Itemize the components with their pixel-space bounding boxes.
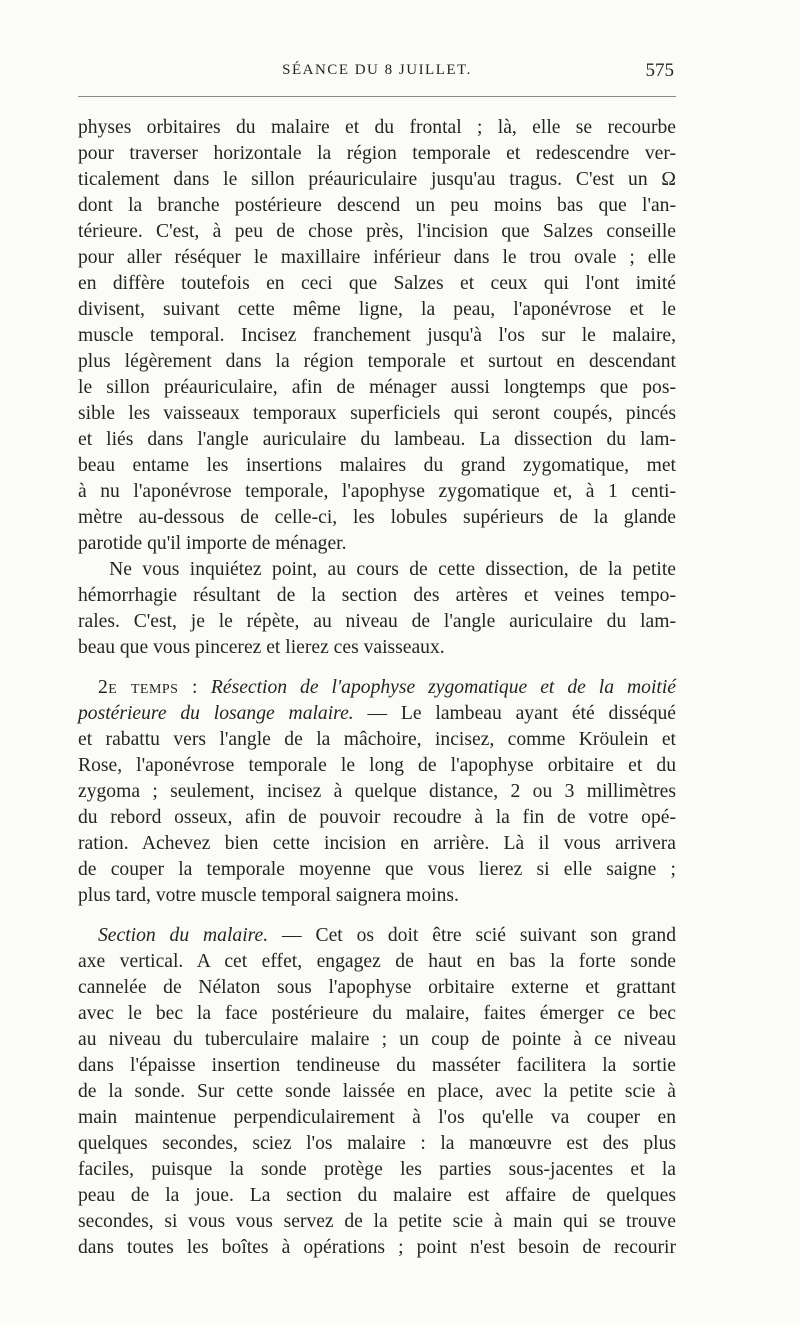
- section-text: — Le lambeau ayant été disséqué: [353, 703, 676, 724]
- text-line: muscle temporal. Incisez franchement jusqu'à l'os sur le malaire,: [78, 325, 676, 346]
- text-line: [78, 701, 676, 727]
- section-title: Résection de l'apophyse zygomatique et de la moitié: [210, 677, 677, 698]
- text-line: faciles, puisque la sonde protège les parties sous-jacentes et la: [78, 1159, 676, 1180]
- text-line: dans l'épaisse insertion tendineuse du masséter facilitera la sortie: [78, 1055, 676, 1076]
- body-text: [78, 115, 676, 1261]
- text-line: et liés dans l'angle auriculaire du lambeau. La dissection du lam-: [78, 429, 676, 450]
- section-label: 2e temps :: [98, 677, 198, 698]
- text-line: sible les vaisseaux temporaux superficiels qui seront coupés, pincés: [78, 403, 676, 424]
- text-line: peau de la joue. La section du malaire est affaire de quelques: [78, 1185, 676, 1206]
- text-line: à nu l'aponévrose temporale, l'apophyse zygomatique et, à 1 centi-: [78, 481, 676, 502]
- text-line: plus tard, votre muscle temporal saignera moins.: [78, 885, 459, 906]
- text-line: pour aller réséquer le maxillaire inférieur dans le trou ovale ; elle: [78, 247, 676, 268]
- page-number: 575: [645, 60, 674, 81]
- text-line: secondes, si vous vous servez de la petite scie à main qui se trouve: [78, 1211, 676, 1232]
- header-rule: [78, 96, 676, 97]
- text-line: de couper la temporale moyenne que vous lierez si elle saigne ;: [78, 859, 676, 880]
- text-line: hémorrhagie résultant de la section des artères et veines tempo-: [78, 585, 676, 606]
- text-line: et rabattu vers l'angle de la mâchoire, incisez, comme Kröulein et: [78, 729, 676, 750]
- text-line: cannelée de Nélaton sous l'apophyse orbitaire externe et grattant: [78, 977, 676, 998]
- text-line: térieure. C'est, à peu de chose près, l'incision que Salzes conseille: [78, 221, 676, 242]
- text-line: ticalement dans le sillon préauriculaire jusqu'au tragus. C'est un Ω: [78, 169, 676, 190]
- section-heading-line: [78, 923, 676, 949]
- text-line: plus légèrement dans la région temporale et surtout en descendant: [78, 351, 676, 372]
- text-line: pour traverser horizontale la région temporale et redescendre ver-: [78, 143, 676, 164]
- text-line: rales. C'est, je le répète, au niveau de l'angle auriculaire du lam-: [78, 611, 676, 632]
- text-line: divisent, suivant cette même ligne, la peau, l'aponévrose et le: [78, 299, 676, 320]
- text-line: axe vertical. A cet effet, engagez de haut en bas la forte sonde: [78, 951, 676, 972]
- text-line: au niveau du tuberculaire malaire ; un coup de pointe à ce niveau: [78, 1029, 676, 1050]
- section-title: Section du malaire.: [98, 925, 269, 946]
- running-title: SÉANCE DU 8 JUILLET.: [282, 62, 472, 78]
- page-header: [78, 62, 676, 92]
- section-heading-line: [78, 675, 676, 701]
- text-line: Rose, l'aponévrose temporale le long de l'apophyse orbitaire et du: [78, 755, 676, 776]
- text-line: en diffère toutefois en ceci que Salzes et ceux qui l'ont imité: [78, 273, 676, 294]
- text-line: quelques secondes, sciez l'os malaire : la manœuvre est des plus: [78, 1133, 676, 1154]
- text-line: ration. Achevez bien cette incision en arrière. Là il vous arrivera: [78, 833, 676, 854]
- text-line: parotide qu'il importe de ménager.: [78, 533, 347, 554]
- text-line: dans toutes les boîtes à opérations ; point n'est besoin de recourir: [78, 1237, 676, 1258]
- text-line: de la sonde. Sur cette sonde laissée en place, avec la petite scie à: [78, 1081, 676, 1102]
- text-line: Ne vous inquiétez point, au cours de cette dissection, de la petite: [78, 559, 676, 580]
- text-line: mètre au-dessous de celle-ci, les lobules supérieurs de la glande: [78, 507, 676, 528]
- text-line: main maintenue perpendiculairement à l'os qu'elle va couper en: [78, 1107, 676, 1128]
- text-line: beau entame les insertions malaires du grand zygomatique, met: [78, 455, 676, 476]
- text-line: le sillon préauriculaire, afin de ménager aussi longtemps que pos-: [78, 377, 676, 398]
- section-title-continued: postérieure du losange malaire.: [78, 703, 354, 724]
- text-line: dont la branche postérieure descend un peu moins bas que l'an-: [78, 195, 676, 216]
- text-line: zygoma ; seulement, incisez à quelque distance, 2 ou 3 millimètres: [78, 781, 676, 802]
- text-line: du rebord osseux, afin de pouvoir recoudre à la fin de votre opé-: [78, 807, 676, 828]
- section-text: — Cet os doit être scié suivant son grand: [268, 925, 676, 946]
- text-line: physes orbitaires du malaire et du frontal ; là, elle se recourbe: [78, 117, 676, 138]
- text-line: beau que vous pincerez et lierez ces vaisseaux.: [78, 637, 445, 658]
- text-line: avec le bec la face postérieure du malaire, faites émerger ce bec: [78, 1003, 676, 1024]
